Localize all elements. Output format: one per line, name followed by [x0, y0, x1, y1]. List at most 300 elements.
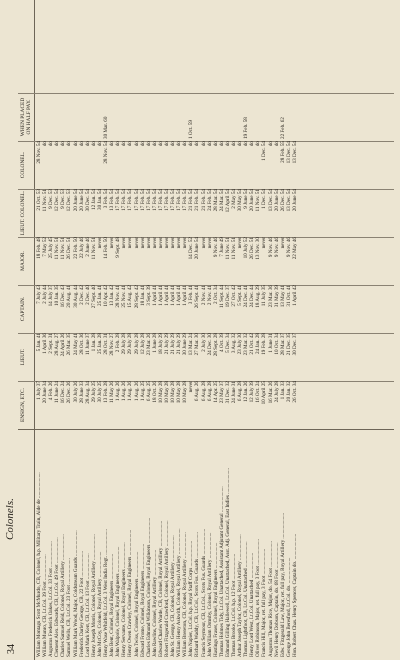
major-date: 11 Nov. 51: [90, 237, 97, 260]
header-ensign: ENSIGN, ETC.: [20, 388, 26, 422]
officer-name: Clement Alex. Edwards, CB, Lt.Col. 49 Foot ....................: [54, 537, 61, 657]
officer-name: Thomas Brooke, Lt.Col. h.p. 12 Foot ....................: [231, 553, 237, 657]
colonel-date: do: [139, 141, 146, 147]
officer-name: George John Beresford, Lt.Col. do. ....................: [285, 557, 292, 657]
colonel-date: do: [273, 141, 280, 147]
header-rule: [34, 0, 35, 660]
lieut-colonel-date: 9 June 54: [243, 189, 250, 209]
major-date: never: [133, 237, 140, 249]
lieut-date: 28 Sept. 28: [212, 333, 219, 357]
officer-name: Nevil Henry Dobson, Captain, do. 68 Foot ....................: [273, 542, 280, 657]
officer-name: John St. George, CB, Colonel, Royal Artillery ....................: [170, 535, 177, 657]
major-date: 11 Nov. 51: [224, 237, 231, 260]
officer-name: Richard Waddy, CB, Lt.Col., Scots Fus. Guards ....................: [194, 532, 201, 657]
colonel-date: do: [237, 141, 244, 147]
lieut-date: 25 Jan. 28: [96, 333, 103, 354]
lieut-colonel-date: 21 Feb. 54: [194, 189, 201, 211]
colonel-date: do: [121, 141, 128, 147]
lieut-date: 28 Aug. 27: [54, 333, 61, 356]
captain-date: 24 Dec. 44: [249, 285, 256, 308]
captain-date: 27 Sept. 40: [90, 285, 97, 309]
lieut-colonel-date: 17 Feb. 54: [121, 189, 128, 211]
officer-name: Augustus Frederick Oakes, Lt.Col. 33 Foot ....................: [48, 541, 55, 657]
lieut-colonel-date: 30 Dec. 54: [84, 189, 91, 212]
major-date: never: [182, 237, 189, 249]
officer-name: Robert Fitzgerald Crawford, Colonel, Royal Artillery ....................: [163, 520, 170, 657]
lieut-date: 23 Mar. 26: [145, 333, 152, 356]
lieut-colonel-date: 21 Feb. 54: [200, 189, 207, 211]
lieut-date: 1 Jan. 28: [90, 333, 97, 352]
ensign-date: 11 May 26: [109, 381, 116, 404]
officer-name: Edw. Fitzgerald Law, Major, ret. full pay, Royal Artillery ....................: [279, 512, 286, 657]
officer-name: Henry Joseph Morris, Colonel, Royal Artillery ....................: [90, 534, 97, 657]
major-date: never: [145, 237, 152, 249]
ensign-date: 23 May 37: [218, 381, 225, 404]
colonel-date: do: [60, 141, 67, 147]
major-date: 14 Feb. 50: [103, 237, 110, 259]
lieut-date: 23 July 30: [237, 333, 244, 355]
captain-date: 23 Mar. 36: [267, 285, 274, 308]
captain-date: 2 July 44: [42, 285, 49, 304]
lieut-date: 29 July 28: [121, 333, 128, 355]
colonel-date: do: [109, 141, 116, 147]
colonel-date: do: [200, 141, 207, 147]
major-date: 10 July 52: [243, 237, 250, 259]
lieut-date: 24 May 41: [72, 333, 79, 356]
major-date: 25 July 45: [48, 237, 55, 259]
ensign-date: 30 July 25: [96, 381, 103, 403]
lieut-date: 30 June 29: [182, 333, 189, 356]
lieut-date: 10 Oct. 34: [273, 333, 280, 355]
colonel-date: do: [163, 141, 170, 147]
ensign-date: 10 May 28: [176, 381, 183, 404]
captain-date: 28 Sept. 42: [133, 285, 140, 309]
captain-date: 1 April 42: [291, 285, 298, 306]
major-date: never: [151, 237, 158, 249]
captain-date: 2 Nov. 41: [206, 285, 213, 306]
colonel-date: do: [176, 141, 183, 147]
ensign-date: 14 Apr. 25: [212, 381, 219, 403]
lieut-date: 24 April 26: [60, 333, 67, 357]
officer-name: Lord Mark Kerr, CB, Lt.Col. 13 Foot ....................: [84, 553, 91, 657]
captain-date: 15 Aug. 42: [127, 285, 134, 308]
major-date: 11 Nov. 51: [54, 237, 61, 260]
officer-name: John William Ormsby, Colonel, Royal Artillery ....................: [206, 532, 213, 657]
lieut-colonel-date: 12 Dec. 54: [54, 189, 61, 212]
officer-name: John McCoy, Colonel, Royal Artillery ....................: [96, 551, 103, 657]
major-date: 11 Nov. 51: [60, 237, 67, 260]
captain-date: 5 Sept. 41: [237, 285, 244, 306]
lieut-date: 21 July 29: [163, 333, 170, 355]
ensign-date: 26 Oct. 34: [291, 381, 298, 403]
lieut-colonel-date: 20 June 54: [72, 189, 79, 212]
lieut-date: 1 June 31: [267, 333, 274, 353]
captain-date: 18 Jan. 41: [139, 285, 146, 306]
major-date: 22 Feb. 50: [72, 237, 79, 259]
lieut-colonel-date: 9 Dec. 53: [60, 189, 67, 209]
lieut-colonel-date: 17 Feb. 54: [115, 189, 122, 211]
lieut-colonel-date: 24 Mar. 54: [218, 189, 225, 212]
ensign-date: 1 Jan. 33: [279, 381, 286, 400]
lieut-date: 2 Sept. 31: [48, 333, 55, 354]
captain-date: 1 April 41: [163, 285, 170, 306]
ensign-date: 10 May 28: [157, 381, 164, 404]
colonel-date: do: [206, 141, 213, 147]
captain-date: 26 Sept. 41: [194, 285, 201, 309]
lieut-date: 23 Mar. 32: [243, 333, 250, 356]
lieut-colonel-date: 2 May 54: [231, 189, 237, 209]
major-date: 9 Nov. 46: [273, 237, 280, 258]
colonel-date: do: [90, 141, 97, 147]
colonel-date: do: [218, 141, 225, 147]
colonel-date: do: [249, 141, 256, 147]
ensign-date: 20 Jan. 32: [285, 381, 292, 402]
lieut-date: 29 July 28: [133, 333, 140, 355]
ensign-date: 18 Oct. 26: [151, 381, 158, 403]
lieut-date: 30 Dec. 37: [291, 333, 298, 356]
officer-name: William Henry Askwith, Colonel, Royal Artillery ....................: [176, 528, 183, 657]
officer-name: Samuel Wells, CB, Lt.Col. 23 Foot ....................: [66, 558, 73, 657]
lieut-colonel-date: 17 Feb. 54: [139, 189, 146, 211]
ensign-date: 10 May 28: [170, 381, 177, 404]
ensign-date: 10 May 28: [163, 381, 170, 404]
captain-date: 10 Jan. 35: [54, 285, 61, 306]
officer-name: Edmund Gilling Hallewell, Lt.Col. Unattached, Asst. Adj. General, East Indies ....................: [224, 468, 231, 657]
major-date: never: [206, 237, 213, 249]
colonel-date: 13 Dec. 54: [285, 141, 292, 164]
half-pay-date: 22 Feb. 62: [279, 117, 286, 139]
lieut-colonel-date: 20 June 54: [291, 189, 298, 212]
colonel-date: do: [267, 141, 274, 147]
ensign-date: 6 Aug. 28: [200, 381, 207, 402]
major-date: never: [157, 237, 164, 249]
captain-date: 2 Oct. 34: [212, 285, 219, 304]
ensign-date: 13 Feb. 28: [103, 381, 110, 403]
lieut-date: 21 July 29: [170, 333, 177, 355]
officer-name: Charles Edmund Wilkinson, Colonel, Royal Engineers ....................: [145, 517, 152, 657]
major-date: never: [237, 237, 244, 249]
captain-date: 1 April 41: [151, 285, 158, 306]
lieut-colonel-date: 1 Dec. 54: [261, 189, 268, 209]
ensign-date: 10 April 25: [261, 381, 268, 405]
officer-name: Edward Frome, Colonel, Royal Engineers ....................: [139, 543, 146, 657]
officer-name: Hon. Robert Chas. Henry Spencer, Captain do. ....................: [291, 533, 298, 657]
captain-date: 25 Jan. 41: [96, 285, 103, 306]
officer-name: Oliver Robinson, Major, ret. full pay, 3 Foot ....................: [255, 539, 262, 657]
lieut-date: 1 June 28: [151, 333, 158, 353]
colonel-date: do: [96, 141, 103, 147]
colonel-date: do: [231, 141, 237, 147]
captain-date: 2 Dec. 42: [78, 285, 85, 305]
captain-date: 11 Sept. 44: [218, 285, 225, 309]
captain-date: 28 Nov. 41: [115, 285, 122, 308]
captain-date: 1 April 41: [157, 285, 164, 306]
ensign-date: 10 May 28: [182, 381, 189, 404]
lieut-colonel-date: 11 Nov. 51: [42, 189, 49, 212]
captain-date: 1 April 41: [182, 285, 189, 306]
captain-date: 1 April 41: [170, 285, 177, 306]
major-date: 26 Dec. 51: [66, 237, 73, 260]
captain-date: 25 Nov. 41: [121, 285, 128, 308]
ensign-date: 6 Aug. 26: [194, 381, 201, 402]
captain-date: 3 Feb. 41: [188, 285, 195, 305]
major-date: 2 June 46: [84, 237, 91, 257]
lieut-date: 26 Mar. 35: [66, 333, 73, 356]
ensign-date: 11 June 24: [54, 381, 61, 404]
captain-date: 14 July 37: [48, 285, 55, 307]
ensign-date: 1 Aug. 26: [115, 381, 122, 402]
major-date: 26 Dec. 51: [249, 237, 256, 260]
ensign-date: 29 July 25: [90, 381, 97, 403]
officer-name: Charles Samuel Reid, Colonel, Royal Artillery ....................: [60, 534, 67, 657]
officer-name: Francis Seymour, CB, Lt.Col., Scots Fus. Guards ....................: [200, 528, 207, 657]
lieut-date: 2 Feb. 28: [115, 333, 122, 353]
lieut-colonel-date: 20 June 54: [78, 189, 85, 212]
colonel-date: do: [127, 141, 134, 147]
captain-date: 16 Dec. 43: [60, 285, 67, 308]
major-date: never: [176, 237, 183, 249]
captain-date: 31 May 39: [273, 285, 280, 308]
lieut-colonel-date: 21 Oct. 53: [36, 189, 42, 211]
lieut-date: 18 July 29: [157, 333, 164, 355]
major-date: never: [279, 237, 286, 249]
colonel-date: do: [243, 141, 250, 147]
lieut-date: 3 Aug. 32: [231, 333, 237, 354]
lieut-date: 24 Jan. 28: [255, 333, 262, 354]
ensign-date: 6 Aug. 28: [237, 381, 244, 402]
major-date: 7 June 49: [218, 237, 225, 257]
colonel-date: do: [48, 141, 55, 147]
officer-name: Henry Servante, Colonel, Royal Engineers ....................: [121, 542, 128, 657]
ensign-date: 1 Aug. 26: [127, 381, 134, 402]
lieut-date: 4 Oct. 39: [218, 333, 225, 352]
officer-name: William Montagu Scott McMurdo, CB, Colonel, h.p. Military Train, Aide de ....................: [36, 472, 42, 657]
colonel-date: 1 Dec. 54: [261, 141, 268, 161]
ensign-date: 24 June 31: [231, 381, 237, 404]
captain-date: 7 July 43: [36, 285, 42, 304]
colonel-date: do: [54, 141, 61, 147]
ensign-date: 28 Aug. 34: [84, 381, 91, 404]
officer-name: Augustus Thomas Rice, Major, do. 54 Foot ....................: [267, 541, 274, 657]
ensign-date: 16 Mar. 26: [267, 381, 274, 404]
ensign-date: 31 Dec. 32: [224, 381, 231, 404]
officer-name: John Napier, Lt.Col. h.p. Royal Staff Corps ....................: [188, 540, 195, 657]
lieut-date: 24 Dec. 30: [206, 333, 213, 356]
lieut-colonel-date: 17 Feb. 54: [170, 189, 177, 211]
officer-name: Henry Lord West, Lt.Col. Unattached ....................: [249, 552, 256, 657]
colonel-date: do: [151, 141, 158, 147]
lieut-colonel-date: 26 Dec. 54: [279, 189, 286, 212]
colonel-date: do: [133, 141, 140, 147]
captain-date: 2 Dec. 40: [84, 285, 91, 305]
lieut-date: 29 July 28: [127, 333, 134, 355]
ensign-date: 1 July 37: [36, 381, 42, 400]
colonel-date: do: [212, 141, 219, 147]
table-row: [292, 94, 298, 658]
ensign-date: never: [188, 381, 195, 393]
major-date: never: [121, 237, 128, 249]
lieut-colonel-date: 17 Feb. 54: [163, 189, 170, 211]
header-captain: CAPTAIN.: [20, 296, 26, 322]
lieut-colonel-date: 17 Feb. 54: [133, 189, 140, 211]
lieut-date: 21 Dec. 35: [285, 333, 292, 356]
lieut-date: 27 Mar. 30: [194, 333, 201, 356]
captain-date: 3 Sept. 39: [145, 285, 152, 306]
lieut-colonel-date: 11 Nov. 51: [255, 189, 262, 212]
ensign-date: 1 Aug. 26: [133, 381, 140, 402]
officer-name: John Walpole, Colonel, Royal Engineers ....................: [115, 546, 122, 657]
major-date: never: [127, 237, 134, 249]
lieut-date: 2 July 30: [200, 333, 207, 352]
major-date: 11 Nov. 51: [231, 237, 237, 260]
officer-name: John Twiss, Colonel, Royal Engineers ....................: [133, 551, 140, 657]
captain-date: 20 Aug. 41: [66, 285, 73, 308]
half-pay-date: 30 Mar. 60: [103, 116, 110, 139]
captain-date: 11 July 35: [261, 285, 268, 307]
lieut-colonel-date: 17 Feb. 54: [151, 189, 158, 211]
major-date: 9 Nov. 46: [285, 237, 292, 258]
lieut-date: 21 Oct. 42: [249, 333, 256, 355]
lieut-colonel-date: 12 April 54: [224, 189, 231, 213]
captain-date: 30 Aug. 44: [72, 285, 79, 308]
colonel-date: 13 Dec. 54: [291, 141, 298, 164]
captain-date: 13 May 41: [279, 285, 286, 308]
colonel-date: do: [145, 141, 152, 147]
lieut-date: 28 Oct. 36: [78, 333, 85, 355]
colonel-date: do: [170, 141, 177, 147]
colonel-date: do: [157, 141, 164, 147]
ensign-date: 4 Feb. 26: [48, 381, 55, 401]
half-pay-date: [292, 94, 298, 140]
colonel-date: do: [188, 141, 195, 147]
header-major: MAJOR.: [20, 251, 26, 271]
lieut-colonel-date: 30 May 54: [237, 189, 244, 212]
captain-date: 31 Oct. 41: [285, 285, 292, 307]
lieut-date: 12 July 28: [139, 333, 146, 355]
colonel-date: do: [84, 141, 91, 147]
lieut-colonel-date: 9 Dec. 53: [48, 189, 55, 209]
lieut-date: 11 June 37: [84, 333, 91, 356]
officers-table: [36, 94, 298, 658]
major-date: 14 Dec. 52: [188, 237, 195, 260]
colonel-date: 28 Feb. 55: [279, 141, 286, 163]
lieut-date: 5 Jan. 41: [36, 333, 42, 352]
lieut-colonel-date: 17 Feb. 54: [182, 189, 189, 211]
ensign-date: 16 Dec. 24: [60, 381, 67, 404]
major-date: 13 Nov. 30: [255, 237, 262, 260]
lieut-colonel-date: 20 June 54: [273, 189, 280, 212]
officer-name: Henry Wase Whitfeld, Lt.Col. 3 West India Regt. ....................: [103, 529, 110, 657]
lieut-colonel-date: 21 Feb. 54: [188, 189, 195, 211]
colonel-date: do: [182, 141, 189, 147]
lieut-date: 21 July 29: [176, 333, 183, 355]
ensign-date: 12 Jan. 26: [243, 381, 250, 402]
captain-date: 13 Jan. 42: [109, 285, 116, 306]
page-title: Colonels.: [4, 498, 16, 540]
captain-date: 18 Aug. 29: [255, 285, 262, 308]
lieut-colonel-date: 3 Feb. 54: [103, 189, 110, 209]
officer-name: William Brereton, CB, Colonel, Royal Artillery ....................: [182, 532, 189, 657]
officer-name: William Mark Wood, Major, Coldstream Guards ....................: [72, 530, 79, 657]
captain-date: 27 Oct. 42: [231, 285, 237, 307]
major-date: never: [96, 237, 103, 249]
major-date: 9 Nov. 46: [267, 237, 274, 258]
major-date: 7 May 52: [42, 237, 49, 257]
half-pay-date: 1 Oct. 59: [188, 120, 195, 139]
lieut-colonel-date: 12 Dec. 53: [66, 189, 73, 212]
officer-name: Thomas Lightfoot, CB, Lt.Col. Unattached ....................: [243, 541, 250, 657]
lieut-colonel-date: 13 Dec. 54: [285, 189, 292, 212]
colonel-date: do: [78, 141, 85, 147]
lieut-date: 28 Nov. 27: [109, 333, 116, 356]
lieut-date: 13 Mar. 24: [188, 333, 195, 356]
major-date: never: [200, 237, 207, 249]
lieut-colonel-date: 13 Feb. 54: [109, 189, 116, 211]
ensign-date: 30 July 26: [72, 381, 79, 403]
colonel-date: do: [66, 141, 73, 147]
officer-name: Henry Owen Crawley, Colonel, Royal Engineers ....................: [127, 529, 134, 657]
officer-name: Hastings Fraser, Colonel, Royal Engineers ....................: [212, 542, 219, 657]
officer-name: Francis Hill, Major, ret. full pay, 3 Foot ....................: [261, 548, 268, 657]
lieut-colonel-date: 17 Feb. 54: [127, 189, 134, 211]
lieut-colonel-date: 20 June 54: [249, 189, 256, 212]
lieut-date: 1 April 36: [42, 333, 49, 354]
captain-date: 1 April 41: [176, 285, 183, 306]
officer-name: John Rawlins, Colonel, Royal Artillery ....................: [151, 549, 158, 657]
major-date: 22 July 46: [78, 237, 85, 259]
major-date: 20 June 54: [194, 237, 201, 260]
major-date: 18 Feb. 48: [36, 237, 42, 259]
ensign-date: 28 June 33: [78, 381, 85, 404]
major-date: never: [109, 237, 116, 249]
ensign-date: 6 Aug. 28: [206, 381, 213, 402]
officer-name: Edward Charles Warde, CB, Colonel, Royal Artillery ....................: [157, 520, 164, 657]
major-date: never: [139, 237, 146, 249]
colonel-date: do: [255, 141, 262, 147]
lieut-colonel-date: 30 Jan. 54: [96, 189, 103, 210]
ensign-date: 12 July 39: [249, 381, 256, 403]
colonel-date: 28 Nov. 54: [36, 141, 42, 164]
page-number: 34: [6, 644, 17, 654]
lieut-date: 5 Dec. 34: [224, 333, 231, 353]
major-date: never: [261, 237, 268, 249]
officer-name: John Bent, Colonel, Royal Engineers ....................: [109, 553, 116, 657]
header-colonel: COLONEL.: [20, 151, 26, 179]
officer-name: Frederick Darley George, CB, 22 Foot ....................: [78, 550, 85, 657]
captain-date: 10 Apr. 42: [103, 285, 110, 307]
ensign-date: 1 Aug. 25: [139, 381, 146, 402]
ensign-date: 26 Dec. 26: [66, 381, 73, 404]
captain-date: 2 Nov. 41: [200, 285, 207, 306]
colonel-date: do: [72, 141, 79, 147]
captain-date: 19 Dec. 37: [224, 285, 231, 308]
major-date: 9 Sept. 48: [115, 237, 122, 258]
major-date: 9 Nov. 46: [212, 237, 219, 258]
lieut-date: 19 Feb. 28: [261, 333, 268, 355]
lieut-colonel-date: 13 Dec. 54: [267, 189, 274, 212]
ensign-date: 1 Aug. 26: [121, 381, 128, 402]
lieut-colonel-date: 12 Jan. 54: [90, 189, 97, 210]
lieut-date: 28 Mar. 37: [279, 333, 286, 356]
ensign-date: 6 Aug. 25: [145, 381, 152, 402]
officer-name: Thomas Holmes Tidy, Lt.Col. Unattached, Assistant Adjutant General ....................: [218, 486, 225, 657]
ensign-date: 16 Oct. 24: [255, 381, 262, 403]
ensign-date: 24 July 28: [273, 381, 280, 403]
major-date: never: [163, 237, 170, 249]
lieut-colonel-date: 24 Feb. 54: [206, 189, 213, 211]
captain-date: 24 Dec. 41: [243, 285, 250, 308]
officer-name: Arthur Joseph Taylor, Colonel, Royal Artillery ....................: [237, 534, 244, 657]
